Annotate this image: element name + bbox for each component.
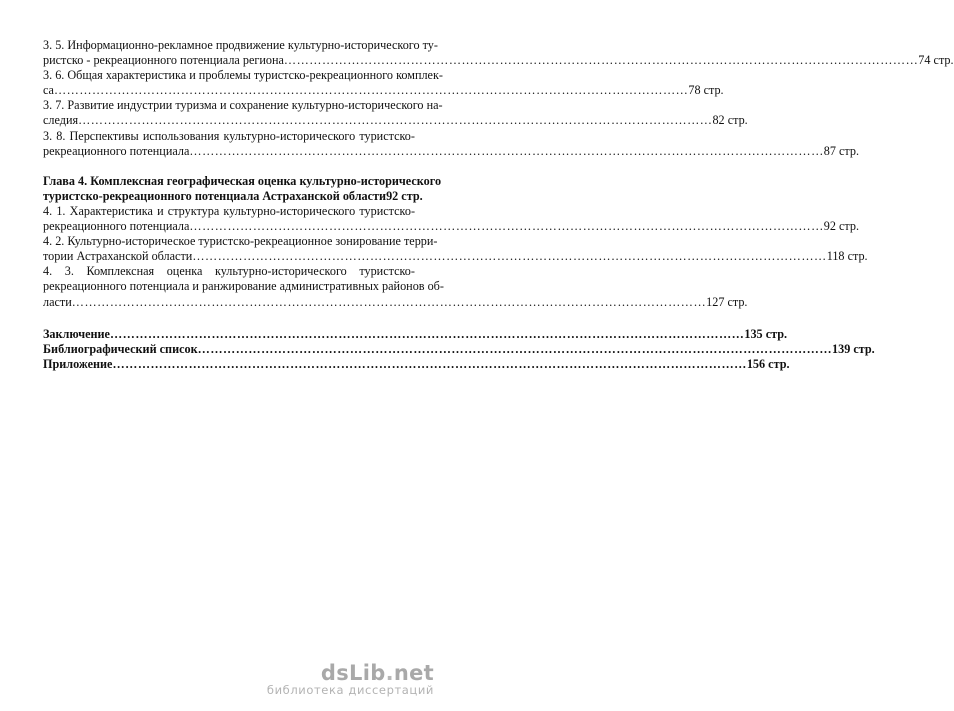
dot-leader: [54, 83, 688, 98]
table-of-contents: [43, 38, 954, 372]
toc-word: 4.: [43, 264, 53, 279]
logo-main: dsLib: [320, 661, 386, 685]
toc-entry-leader-line: [43, 249, 868, 264]
toc-word: туристско-: [359, 203, 415, 218]
toc-page-number: 92 стр.: [386, 188, 423, 203]
toc-entry-text: Библиографический список: [43, 341, 198, 356]
toc-conclusion[interactable]: [43, 326, 788, 342]
toc-word: Характеристика: [69, 203, 153, 218]
toc-page-number: 135 стр.: [744, 326, 788, 341]
toc-entry-leader-line: [43, 188, 423, 204]
dot-leader: [284, 53, 918, 68]
toc-word: Комплексная: [86, 264, 155, 279]
toc-entry-line: 3. 5. Информационно-рекламное продвижение культурно-исторического ту-: [43, 38, 438, 52]
logo-dot: .: [385, 661, 394, 685]
toc-entry-line: [43, 129, 415, 144]
toc-page-number: 92 стр.: [823, 219, 860, 234]
toc-word: оценка: [166, 264, 203, 279]
toc-entry-3-7[interactable]: [43, 98, 748, 128]
toc-entry-3-5[interactable]: [43, 38, 954, 68]
toc-page-number: 82 стр.: [712, 113, 748, 128]
toc-entry-text: Приложение: [43, 356, 113, 371]
toc-word: Перспективы: [69, 128, 139, 143]
toc-entry-4-2[interactable]: [43, 234, 868, 264]
toc-entry-leader-line: [43, 53, 954, 68]
dot-leader: [198, 342, 832, 357]
dot-leader: [110, 327, 744, 342]
toc-entry-line: [43, 264, 415, 279]
toc-word: культурно-исторического: [223, 203, 356, 218]
toc-word: туристско-: [359, 128, 415, 143]
toc-entry-text: са: [43, 83, 54, 98]
toc-word: туристско-: [359, 264, 415, 279]
toc-entry-text: ласти: [43, 294, 72, 309]
toc-entry-leader-line: [43, 326, 788, 342]
toc-entry-line: 4. 2. Культурно-историческое туристско-рекреационное зонирование терри-: [43, 234, 438, 249]
toc-chapter-4[interactable]: [43, 173, 442, 204]
toc-entry-text: рекреационного потенциала: [43, 143, 190, 158]
section-gap: [43, 159, 415, 174]
toc-entry-line: рекреационного потенциала и ранжирование административных районов об-: [43, 279, 444, 294]
toc-entry-text: следия: [43, 113, 79, 128]
toc-entry-3-8[interactable]: [43, 128, 860, 159]
logo-tld: net: [393, 661, 434, 685]
toc-entry-line: 3. 6. Общая характеристика и проблемы туристско-рекреационного комплек-: [43, 68, 443, 83]
toc-entry-leader-line: [43, 143, 860, 159]
dslib-watermark[interactable]: [267, 662, 434, 697]
toc-bibliography[interactable]: [43, 341, 875, 357]
toc-word: 1.: [56, 203, 66, 218]
toc-word: 8.: [56, 128, 66, 143]
toc-page-number: 87 стр.: [823, 143, 860, 158]
toc-entry-4-1[interactable]: [43, 203, 860, 234]
toc-entry-text: рекреационного потенциала: [43, 219, 190, 234]
toc-entry-3-6[interactable]: [43, 68, 724, 98]
dot-leader: [192, 249, 826, 264]
toc-entry-line: 3. 7. Развитие индустрии туризма и сохранение культурно-исторического на-: [43, 98, 443, 113]
chapter-title-line: Глава 4. Комплексная географическая оценка культурно-исторического: [43, 173, 442, 188]
toc-entry-leader-line: [43, 294, 748, 310]
toc-word: и: [157, 203, 164, 218]
section-gap: [43, 310, 415, 327]
dot-leader: [189, 219, 823, 234]
toc-entry-4-3[interactable]: [43, 264, 748, 309]
toc-word: 3.: [64, 264, 74, 279]
toc-word: 4.: [43, 203, 53, 218]
toc-word: культурно-исторического: [214, 264, 347, 279]
toc-entry-leader-line: [43, 356, 790, 372]
toc-page-number: 78 стр.: [688, 83, 724, 98]
toc-entry-leader-line: [43, 113, 748, 128]
toc-entry-text: ристско - рекреационного потенциала региона: [43, 53, 284, 68]
toc-entry-leader-line: [43, 219, 860, 234]
dot-leader: [112, 357, 746, 372]
toc-page-number: 127 стр.: [706, 294, 748, 309]
toc-entry-line: [43, 204, 415, 219]
chapter-title-text: туристско-рекреационного потенциала Астраханской области: [43, 188, 387, 203]
dot-leader: [72, 295, 706, 310]
watermark-subtitle: библиотека диссертаций: [266, 683, 434, 697]
toc-page-number: 139 стр.: [832, 341, 875, 356]
dot-leader: [78, 113, 712, 128]
toc-word: использования: [142, 128, 220, 143]
toc-entry-text: тории Астраханской области: [43, 249, 193, 264]
toc-word: 3.: [43, 128, 53, 143]
dot-leader: [189, 144, 823, 159]
toc-page-number: 156 стр.: [746, 356, 790, 371]
toc-page-number: 74 стр.: [918, 53, 954, 68]
toc-entry-leader-line: [43, 341, 875, 357]
toc-word: культурно-исторического: [223, 128, 356, 143]
dslib-logo: [267, 662, 434, 684]
toc-word: структура: [167, 203, 220, 218]
toc-entry-leader-line: [43, 83, 724, 98]
toc-entry-text: Заключение: [43, 326, 110, 341]
toc-appendix[interactable]: [43, 356, 790, 372]
toc-page-number: 118 стр.: [826, 249, 868, 264]
